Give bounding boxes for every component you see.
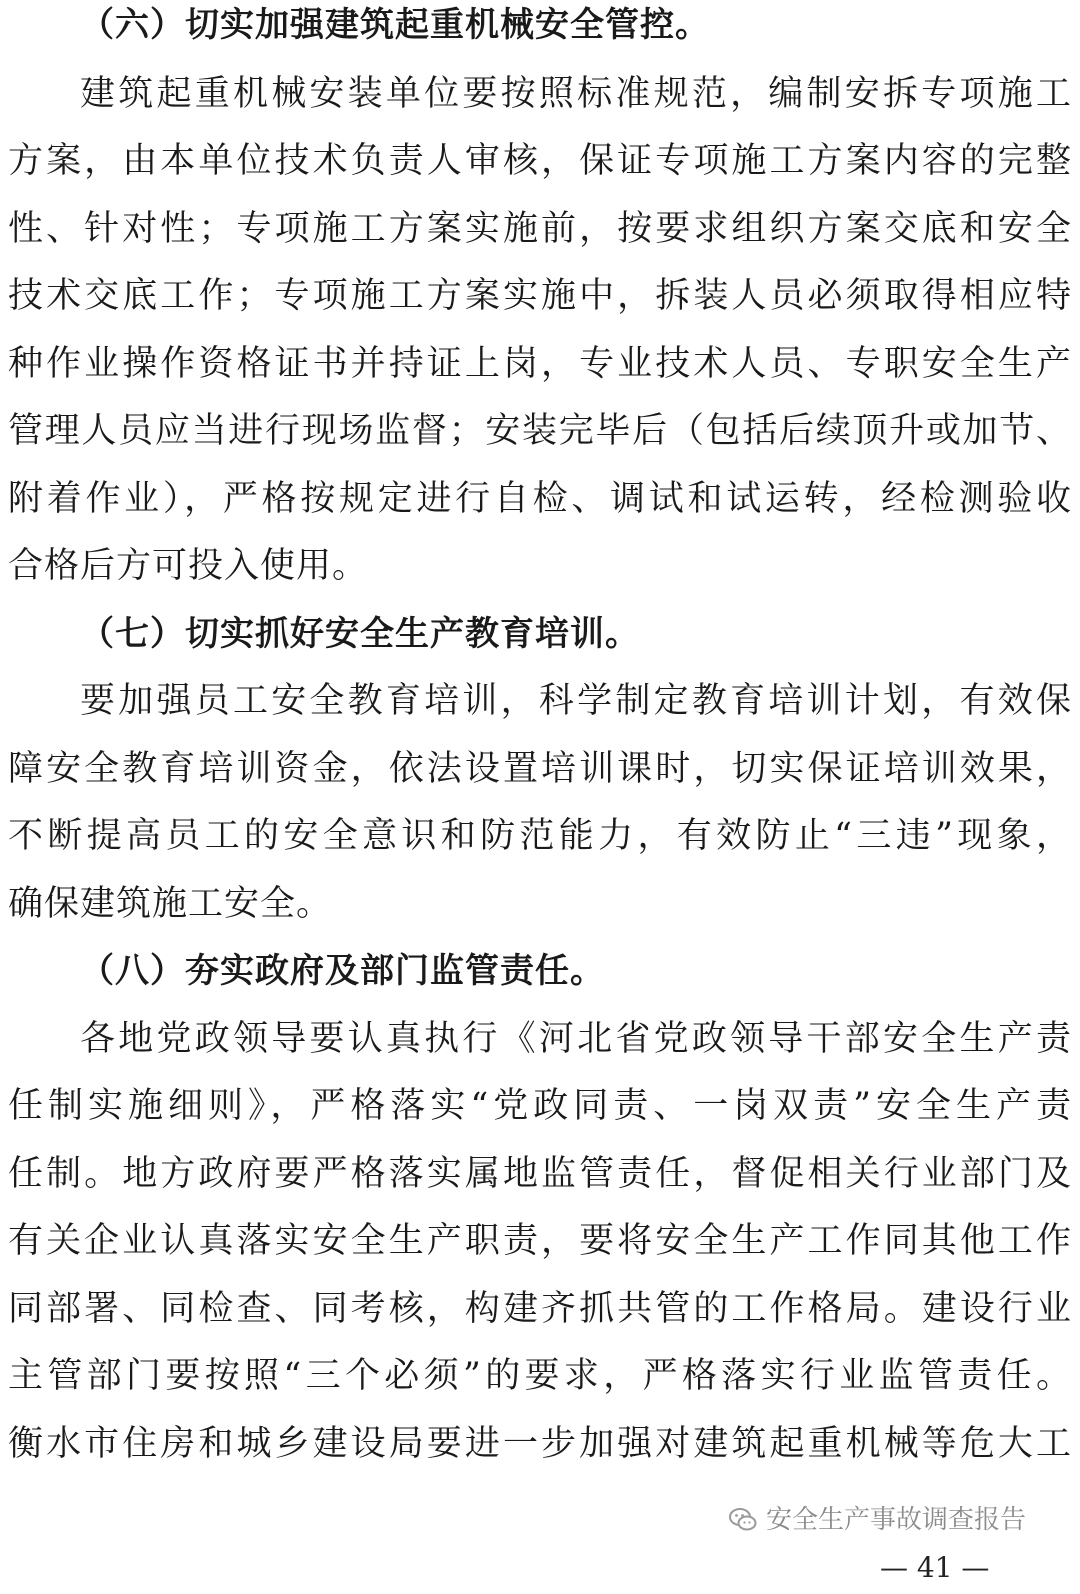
paragraph-line: 任制。地方政府要严格落实属地监管责任，督促相关行业部门及 [8,1154,1072,1194]
paragraph-line: 任制实施细则》，严格落实“党政同责、一岗双责”安全生产责 [8,1086,1072,1126]
section-heading-6: （六）切实加强建筑起重机械安全管控。 [80,5,710,45]
paragraph-line: 有关企业认真落实安全生产职责，要将安全生产工作同其他工作 [8,1221,1072,1261]
paragraph-line: 障安全教育培训资金，依法设置培训课时，切实保证培训效果， [8,749,1072,789]
paragraph-line: 方案，由本单位技术负责人审核，保证专项施工方案内容的完整 [8,141,1072,181]
paragraph-line: 确保建筑施工安全。 [8,884,333,924]
paragraph-line: 主管部门要按照“三个必须”的要求，严格落实行业监管责任。 [8,1356,1072,1396]
page-number: — 41 — [880,1551,990,1584]
watermark-text: 安全生产事故调查报告 [765,1505,1026,1535]
paragraph-line: 附着作业），严格按规定进行自检、调试和试运转，经检测验收 [8,479,1072,519]
section-heading-8: （八）夯实政府及部门监管责任。 [80,951,605,991]
paragraph-line: 衡水市住房和城乡建设局要进一步加强对建筑起重机械等危大工 [8,1424,1072,1464]
section-heading-7: （七）切实抓好安全生产教育培训。 [80,614,640,654]
paragraph-line: 建筑起重机械安装单位要按照标准规范，编制安拆专项施工 [80,74,1072,114]
watermark [728,1500,1026,1540]
paragraph-line: 技术交底工作；专项施工方案实施中，拆装人员必须取得相应特 [8,276,1072,316]
paragraph-line: 要加强员工安全教育培训，科学制定教育培训计划，有效保 [80,681,1072,721]
paragraph-line: 性、针对性；专项施工方案实施前，按要求组织方案交底和安全 [8,209,1072,249]
paragraph-line: 各地党政领导要认真执行《河北省党政领导干部安全生产责 [80,1019,1072,1059]
paragraph-line: 种作业操作资格证书并持证上岗，专业技术人员、专职安全生产 [8,344,1072,384]
paragraph-line: 合格后方可投入使用。 [8,546,369,586]
paragraph-line: 不断提高员工的安全意识和防范能力，有效防止“三违”现象， [8,816,1072,856]
paragraph-line: 管理人员应当进行现场监督；安装完毕后（包括后续顶升或加节、 [8,411,1072,451]
paragraph-line: 同部署、同检查、同考核，构建齐抓共管的工作格局。建设行业 [8,1289,1072,1329]
wechat-icon [728,1505,758,1535]
